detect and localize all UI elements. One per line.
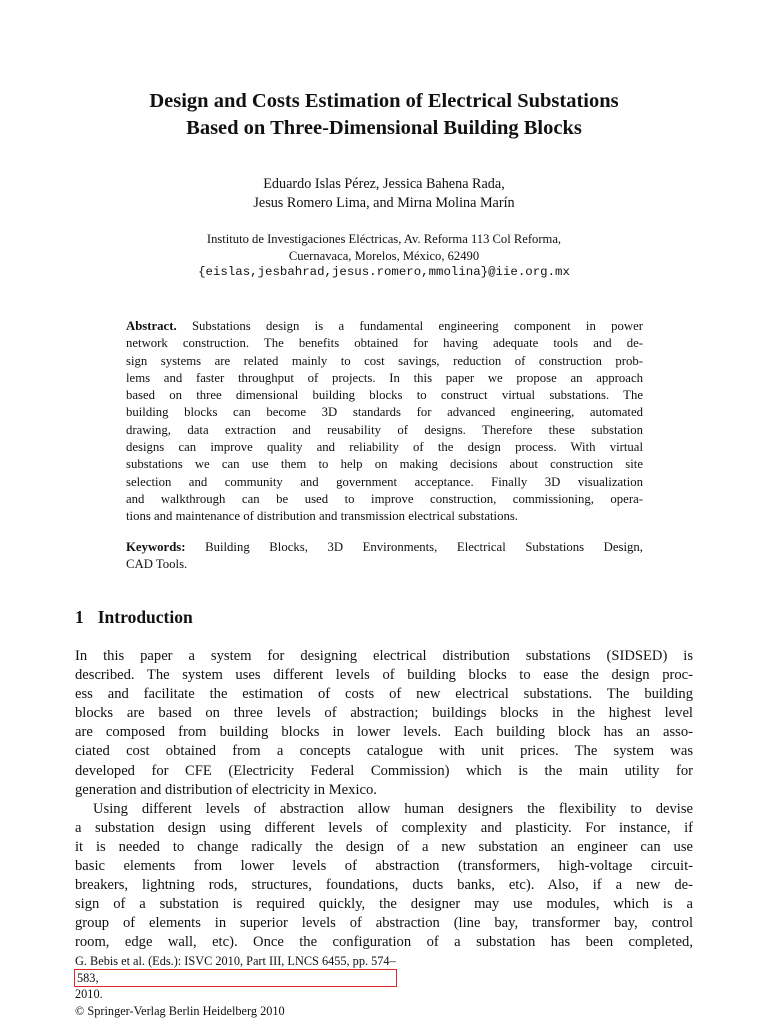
keywords-line-text: Building Blocks, 3D Environments, Electrical Substations Design, — [205, 540, 643, 554]
paragraph-2-line: it is needed to change radically the design of a new substation an engineer can use — [75, 838, 693, 855]
paper-title — [60, 88, 708, 142]
section-title: Introduction — [97, 607, 193, 627]
keywords-line — [126, 539, 643, 556]
highlighted-page-range: 583, — [75, 970, 396, 987]
paragraph-1-line: blocks are based on three levels of abstraction; buildings blocks in the highest level — [75, 705, 693, 722]
author-emails: {eislas,jesbahrad,jesus.romero,mmolina}@iie.org.mx — [198, 265, 570, 279]
body-text — [75, 647, 693, 953]
paragraph-2-line: group of elements in superior levels of abstraction (line bay, transformer bay, control — [75, 915, 693, 932]
keywords-line: CAD Tools. — [126, 557, 188, 572]
author-list — [60, 175, 708, 213]
footer-citation — [75, 953, 396, 1019]
section-number: 1 — [75, 607, 84, 627]
paragraph-2-line: Using different levels of abstraction allow human designers the flexibility to devise — [93, 800, 693, 817]
abstract-line: designs can improve quality and reliability of the design process. With virtual — [126, 440, 643, 455]
abstract-line: sign systems are related mainly to cost savings, reduction of construction prob- — [126, 353, 643, 368]
title-line-1: Design and Costs Estimation of Electrical Substations — [149, 90, 619, 112]
paragraph-2-line: basic elements from lower levels of abstraction (transformers, high-voltage circuit- — [75, 858, 693, 875]
paragraph-1-line: ciated cost obtained from a concepts catalogue with unit prices. The system was — [75, 743, 693, 760]
citation-prefix: G. Bebis et al. (Eds.): ISVC 2010, Part III, LNCS 6455, pp. 574– — [75, 954, 396, 968]
abstract-line: tions and maintenance of distribution and transmission electrical substations. — [126, 509, 518, 524]
citation-line — [75, 953, 396, 1003]
abstract-line: selection and community and government acceptance. Finally 3D visualization — [126, 474, 643, 489]
paragraph-1-line: developed for CFE (Electricity Federal Commission) which is the main utility for — [75, 762, 693, 779]
paragraph-1-line: ess and facilitate the estimation of costs of new electrical substations. The building — [75, 686, 693, 703]
abstract-label: Abstract. — [126, 319, 177, 333]
abstract — [126, 318, 643, 526]
abstract-line: lems and faster throughput of projects. In this paper we propose an approach — [126, 370, 643, 385]
keywords-label: Keywords: — [126, 540, 186, 554]
abstract-line: network construction. The benefits obtained for having adequate tools and de- — [126, 336, 643, 351]
paragraph-2-line: breakers, lightning rods, structures, foundations, ducts banks, etc). Also, if a new de- — [75, 877, 693, 894]
abstract-line: based on three dimensional building blocks to construct virtual substations. The — [126, 388, 643, 403]
abstract-line — [126, 318, 643, 335]
citation-suffix: 2010. — [75, 987, 103, 1001]
affiliation — [60, 231, 708, 281]
paragraph-1-line: In this paper a system for designing electrical distribution substations (SIDSED) is — [75, 648, 693, 664]
abstract-line: building blocks can become 3D standards for advanced engineering, automated — [126, 405, 643, 420]
paragraph-2-line: room, edge wall, etc). Once the configuration of a substation has been completed, — [75, 934, 693, 951]
affiliation-line-1: Instituto de Investigaciones Eléctricas, Av. Reforma 113 Col Reforma, — [206, 232, 562, 246]
keywords — [126, 539, 643, 574]
paragraph-1-line: generation and distribution of electricity in Mexico. — [75, 781, 377, 798]
paragraph-2-line: sign of a substation is required quickly, the designer may use modules, which is a — [75, 896, 693, 913]
abstract-line: drawing, data extraction and reusability of designs. Therefore these substation — [126, 422, 643, 437]
abstract-line-text: Substations design is a fundamental engineering component in power — [191, 319, 644, 333]
author-line-2: Jesus Romero Lima, and Mirna Molina Marín — [253, 195, 515, 211]
copyright-line: © Springer-Verlag Berlin Heidelberg 2010 — [75, 1003, 285, 1018]
paragraph-1-line: described. The system uses different levels of building blocks to ease the design proc- — [75, 667, 693, 684]
title-line-2: Based on Three-Dimensional Building Blocks — [186, 117, 582, 139]
affiliation-line-2: Cuernavaca, Morelos, México, 62490 — [288, 248, 480, 263]
section-heading — [75, 606, 193, 628]
abstract-line: substations we can use them to help on making decisions about construction site — [126, 457, 643, 472]
abstract-line: and walkthrough can be used to improve construction, commissioning, opera- — [126, 491, 643, 506]
author-line-1: Eduardo Islas Pérez, Jessica Bahena Rada, — [263, 176, 505, 192]
paragraph-2-line: a substation design using different levels of complexity and plasticity. For instance, if — [75, 819, 693, 836]
paragraph-1-line: are composed from building blocks in lower levels. Each building block has an asso- — [75, 724, 693, 741]
